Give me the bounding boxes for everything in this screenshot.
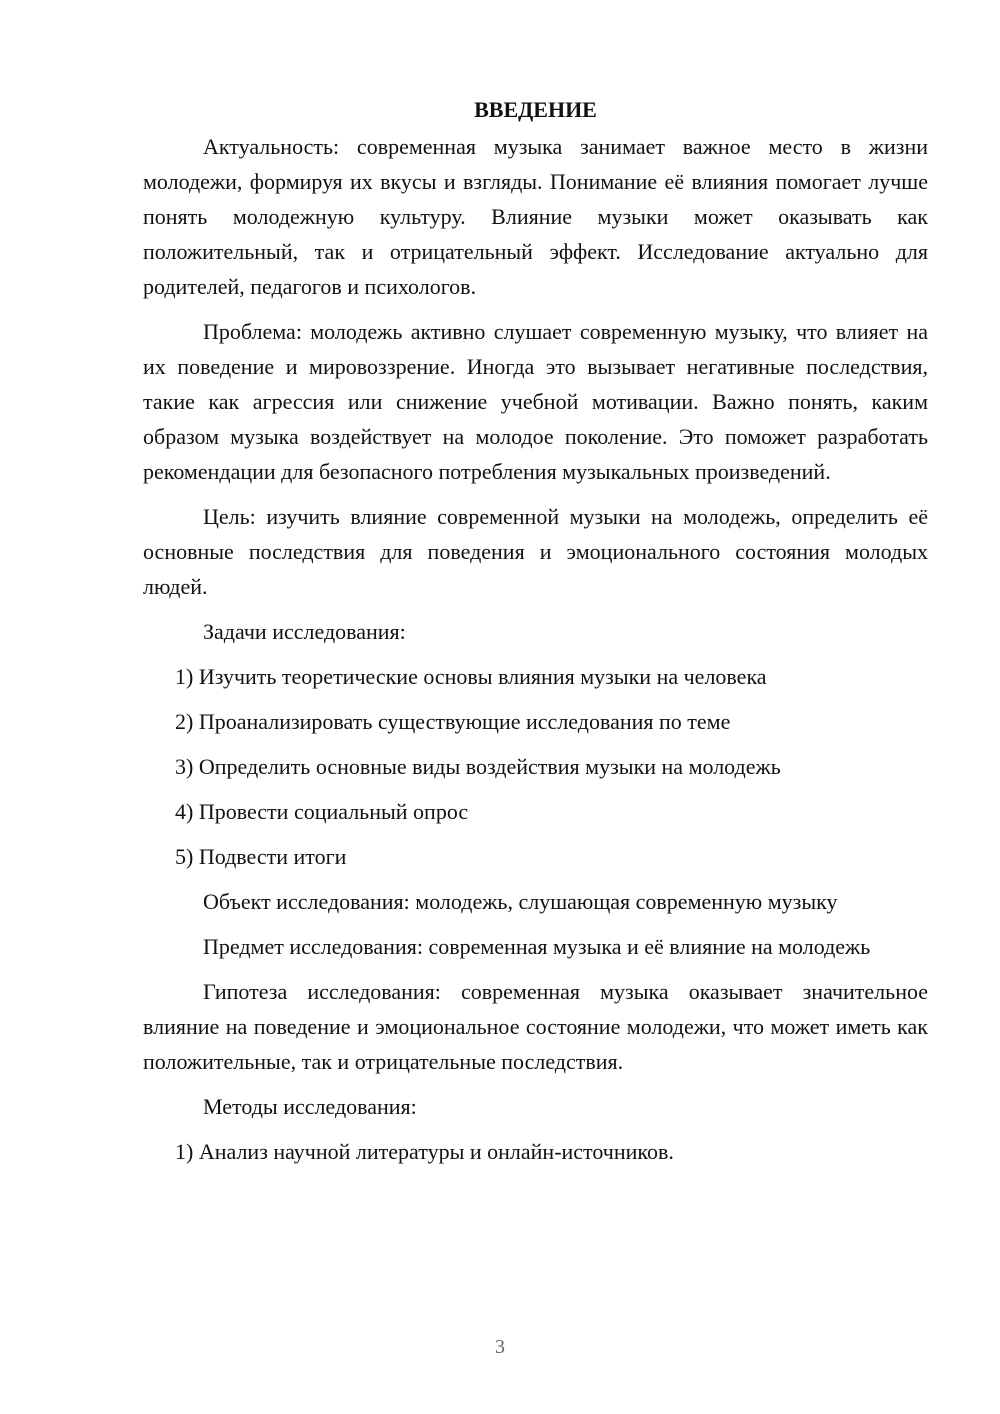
page-content (143, 92, 928, 1179)
object-paragraph: Объект исследования: молодежь, слушающая современную музыку (203, 889, 838, 914)
methods-heading: Методы исследования: (203, 1094, 417, 1119)
section-title: ВВЕДЕНИЕ (474, 97, 597, 122)
page-number: 3 (495, 1336, 505, 1358)
relevance-paragraph: Актуальность: современная музыка занимает важное место в жизни молодежи, формируя их вкусы и взгляды. Понимание её влияния помогает лучше понять молодежную культуру. Влияние музыки может оказывать как положительный, так и отрицательный эффект. Исследование актуально для родителей, педагогов и психологов. (143, 134, 928, 299)
task-item-5: 5) Подвести итоги (175, 844, 347, 869)
task-item-4: 4) Провести социальный опрос (175, 799, 469, 824)
methods-list (143, 1134, 928, 1169)
task-item-3: 3) Определить основные виды воздействия музыки на молодежь (175, 754, 781, 779)
goal-paragraph: Цель: изучить влияние современной музыки на молодежь, определить её основные последствия для поведения и эмоционального состояния молодых людей. (143, 504, 928, 599)
subject-paragraph: Предмет исследования: современная музыка и её влияние на молодежь (203, 934, 871, 959)
problem-paragraph: Проблема: молодежь активно слушает современную музыку, что влияет на их поведение и мировоззрение. Иногда это вызывает негативные последствия, такие как агрессия или снижение учебной мотивации. Важно понять, каким образом музыка воздействует на молодое поколение. Это поможет разработать рекомендации для безопасного потребления музыкальных произведений. (143, 319, 928, 484)
method-item-1: 1) Анализ научной литературы и онлайн-источников. (175, 1139, 674, 1164)
tasks-list (143, 659, 928, 874)
task-item-1: 1) Изучить теоретические основы влияния музыки на человека (175, 664, 767, 689)
task-item-2: 2) Проанализировать существующие исследования по теме (175, 709, 731, 734)
hypothesis-paragraph: Гипотеза исследования: современная музыка оказывает значительное влияние на поведение и эмоциональное состояние молодежи, что может иметь как положительные, так и отрицательные последствия. (143, 979, 928, 1074)
tasks-heading: Задачи исследования: (203, 619, 406, 644)
